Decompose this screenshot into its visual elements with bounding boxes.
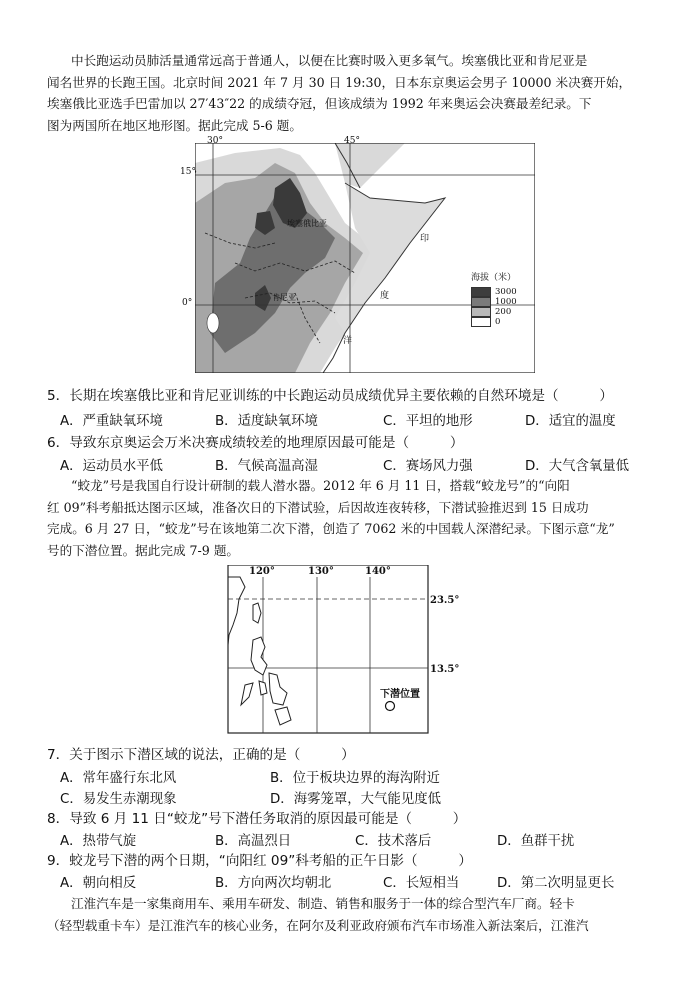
question-5: 5．长期在埃塞俄比亚和肯尼亚训练的中长跑运动员成绩优异主要依赖的自然环境是（ ） xyxy=(47,388,613,404)
lon-label-45: 45° xyxy=(344,136,360,146)
option-b[interactable]: B．位于板块边界的海沟附近 xyxy=(270,771,440,786)
option-a[interactable]: A．常年盛行东北风 xyxy=(60,771,177,786)
intro-passage-3 xyxy=(47,893,651,936)
intro1-line: 中长跑运动员肺活量通常远高于普通人，以便在比赛时吸入更多氧气。埃塞俄比亚和肯尼亚是 xyxy=(71,53,588,68)
place-label-du: 度 xyxy=(380,291,390,301)
lake xyxy=(207,313,219,333)
place-label-ethiopia: 埃塞俄比亚 xyxy=(287,219,327,228)
option-d[interactable]: D．海雾笼罩，大气能见度低 xyxy=(270,792,441,807)
option-a[interactable]: A．运动员水平低 xyxy=(60,459,163,474)
lat-label-13-5: 13.5° xyxy=(430,664,460,675)
lat-label-0: 0° xyxy=(182,298,193,308)
intro2-line: 红 09”科考船抵达图示区域，准备次日的下潜试验，后因故连夜转移，下潜试验推迟到 15 日成功 xyxy=(47,499,589,515)
legend-row: 200 xyxy=(471,307,517,317)
intro2-line: 完成。6 月 27 日，“蛟龙”号在该地第二次下潜，创造了 7062 米的中国载人深潜纪录。下图示意“龙” xyxy=(47,521,615,536)
option-d[interactable]: D．适宜的温度 xyxy=(525,414,616,429)
option-a[interactable]: A．严重缺氧环境 xyxy=(60,414,163,429)
option-a[interactable]: A．热带气旋 xyxy=(60,834,137,849)
option-b[interactable]: B．方向两次均朝北 xyxy=(215,876,332,891)
option-d[interactable]: D．第二次明显更长 xyxy=(497,876,615,891)
intro1-line: 埃塞俄比亚选手巴雷加以 27′43″22 的成绩夺冠，但该成绩为 1992 年来奥运会决赛最差纪录。下 xyxy=(47,96,592,111)
lon-label-30-top: 30° xyxy=(207,136,223,146)
lon-label-140: 140° xyxy=(365,566,391,577)
option-c[interactable]: C．平坦的地形 xyxy=(383,414,473,429)
option-a[interactable]: A．朝向相反 xyxy=(60,876,137,891)
intro3-line: 江淮汽车是一家集商用车、乘用车研发、制造、销售和服务于一体的综合型汽车厂商。轻卡 xyxy=(71,896,575,911)
dive-location-map xyxy=(225,565,475,735)
place-label-yin: 印 xyxy=(420,234,430,244)
terrain-map-east-africa xyxy=(195,143,535,373)
option-b[interactable]: B．气候高温高湿 xyxy=(215,459,318,474)
legend-row: 1000 xyxy=(471,297,517,307)
option-d[interactable]: D．大气含氧量低 xyxy=(525,459,630,474)
lon-label-130: 130° xyxy=(308,566,334,577)
question-9: 9．蛟龙号下潜的两个日期，“向阳红 09”科考船的正午日影（ ） xyxy=(47,853,472,869)
intro1-line: 图为两国所在地区地形图。据此完成 5-6 题。 xyxy=(47,117,302,133)
option-c[interactable]: C．长短相当 xyxy=(383,876,460,891)
place-label-kenya: 肯尼亚 xyxy=(272,293,296,302)
intro2-line: “蛟龙”号是我国自行设计研制的载人潜水器。2012 年 6 月 11 日，搭载“蛟龙号”的“向阳 xyxy=(71,478,570,493)
question-8: 8．导致 6 月 11 日“蛟龙”号下潜任务取消的原因最可能是（ ） xyxy=(47,811,467,827)
dive-site-label: 下潜位置 xyxy=(380,689,420,700)
dive-site-marker xyxy=(386,702,395,711)
intro1-line: 闻名世界的长跑王国。北京时间 2021 年 7 月 30 日 19:30，日本东京奥运会男子 10000 米决赛开始， xyxy=(47,74,632,90)
elevation-legend xyxy=(471,287,517,327)
intro2-line: 号的下潜位置。据此完成 7-9 题。 xyxy=(47,542,240,558)
place-label-yang: 洋 xyxy=(343,336,353,346)
lon-label-120: 120° xyxy=(249,566,275,577)
legend-row: 3000 xyxy=(471,287,517,297)
option-c[interactable]: C．赛场风力强 xyxy=(383,459,473,474)
legend-row: 0 xyxy=(471,317,517,327)
question-6: 6．导致东京奥运会万米决赛成绩较差的地理原因最可能是（ ） xyxy=(47,435,464,451)
intro3-line: （轻型载重卡车）是江淮汽车的核心业务，在阿尔及利亚政府颁布汽车市场准入新法案后，江淮汽 xyxy=(47,917,589,933)
option-d[interactable]: D．鱼群干扰 xyxy=(497,834,575,849)
option-c[interactable]: C．易发生赤潮现象 xyxy=(60,792,177,807)
option-b[interactable]: B．高温烈日 xyxy=(215,834,292,849)
intro-passage-2 xyxy=(47,475,651,561)
intro-passage-1 xyxy=(47,50,651,136)
question-7: 7．关于图示下潜区域的说法，正确的是（ ） xyxy=(47,747,355,763)
lat-label-23-5: 23.5° xyxy=(430,595,460,606)
option-c[interactable]: C．技术落后 xyxy=(355,834,432,849)
legend-title: 海拔（米） xyxy=(471,273,517,283)
lat-label-15-side: 15° xyxy=(180,167,196,177)
option-b[interactable]: B．适度缺氧环境 xyxy=(215,414,318,429)
